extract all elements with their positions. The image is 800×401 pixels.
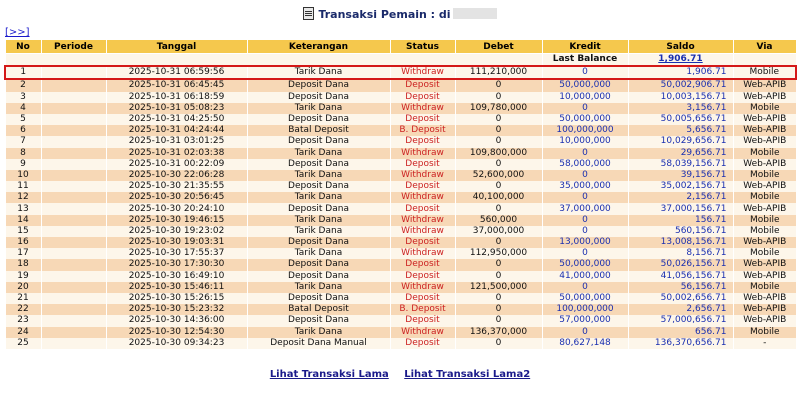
row-debet: 0 <box>455 92 542 103</box>
table-row <box>5 125 796 136</box>
row-saldo: 560,156.71 <box>628 226 733 237</box>
row-status: Deposit <box>390 259 455 270</box>
row-tanggal: 2025-10-30 16:49:10 <box>106 271 247 282</box>
old-transactions-2-link[interactable]: Lihat Transaksi Lama2 <box>404 369 531 380</box>
row-via: Mobile <box>733 103 796 114</box>
redacted-username <box>453 8 497 19</box>
row-keterangan: Tarik Dana <box>247 226 390 237</box>
row-debet: 0 <box>455 136 542 147</box>
row-keterangan: Tarik Dana <box>247 66 390 79</box>
row-debet: 0 <box>455 271 542 282</box>
row-kredit: 100,000,000 <box>542 125 628 136</box>
row-kredit: 35,000,000 <box>542 181 628 192</box>
row-keterangan: Tarik Dana <box>247 215 390 226</box>
table-row <box>5 315 796 326</box>
row-no: 9 <box>5 159 41 170</box>
row-debet: 0 <box>455 125 542 136</box>
last-balance-value: 1,906.71 <box>628 54 733 67</box>
row-status: Withdraw <box>390 248 455 259</box>
row-status: Deposit <box>390 181 455 192</box>
row-debet: 0 <box>455 259 542 270</box>
row-periode <box>41 304 106 315</box>
row-debet: 0 <box>455 315 542 326</box>
row-no: 24 <box>5 327 41 338</box>
row-no: 5 <box>5 114 41 125</box>
row-tanggal: 2025-10-30 17:30:30 <box>106 259 247 270</box>
row-saldo: 3,156.71 <box>628 103 733 114</box>
row-via: Mobile <box>733 327 796 338</box>
table-header-row <box>5 40 796 54</box>
table-row <box>5 293 796 304</box>
row-periode <box>41 226 106 237</box>
row-no: 19 <box>5 271 41 282</box>
row-keterangan: Deposit Dana <box>247 159 390 170</box>
row-no: 20 <box>5 282 41 293</box>
row-no: 11 <box>5 181 41 192</box>
row-periode <box>41 215 106 226</box>
row-keterangan: Batal Deposit <box>247 125 390 136</box>
table-row <box>5 79 796 91</box>
row-tanggal: 2025-10-31 03:01:25 <box>106 136 247 147</box>
row-kredit: 0 <box>542 215 628 226</box>
row-no: 16 <box>5 237 41 248</box>
col-header-tanggal: Tanggal <box>106 40 247 54</box>
row-debet: 0 <box>455 114 542 125</box>
row-saldo: 41,056,156.71 <box>628 271 733 282</box>
row-no: 22 <box>5 304 41 315</box>
row-keterangan: Tarik Dana <box>247 170 390 181</box>
table-row <box>5 159 796 170</box>
row-no: 7 <box>5 136 41 147</box>
row-tanggal: 2025-10-30 14:36:00 <box>106 315 247 326</box>
row-tanggal: 2025-10-31 04:25:50 <box>106 114 247 125</box>
row-periode <box>41 159 106 170</box>
row-status: Withdraw <box>390 215 455 226</box>
col-header-kredit: Kredit <box>542 40 628 54</box>
table-row <box>5 237 796 248</box>
row-debet: 109,780,000 <box>455 103 542 114</box>
row-keterangan: Tarik Dana <box>247 282 390 293</box>
row-status: Withdraw <box>390 192 455 203</box>
row-tanggal: 2025-10-31 02:03:38 <box>106 148 247 159</box>
row-tanggal: 2025-10-31 06:59:56 <box>106 66 247 79</box>
row-kredit: 0 <box>542 66 628 79</box>
row-via: Web-APIB <box>733 315 796 326</box>
row-status: Withdraw <box>390 66 455 79</box>
row-kredit: 50,000,000 <box>542 293 628 304</box>
row-no: 12 <box>5 192 41 203</box>
row-tanggal: 2025-10-30 19:03:31 <box>106 237 247 248</box>
row-keterangan: Deposit Dana <box>247 136 390 147</box>
row-no: 1 <box>5 66 41 79</box>
row-debet: 52,600,000 <box>455 170 542 181</box>
row-keterangan: Deposit Dana <box>247 181 390 192</box>
row-debet: 0 <box>455 293 542 304</box>
page-title <box>0 7 800 21</box>
row-status: Withdraw <box>390 170 455 181</box>
row-saldo: 39,156.71 <box>628 170 733 181</box>
row-via: Web-APIB <box>733 114 796 125</box>
last-balance-label: Last Balance <box>542 54 628 67</box>
row-status: Deposit <box>390 203 455 214</box>
table-row <box>5 282 796 293</box>
row-keterangan: Tarik Dana <box>247 327 390 338</box>
row-periode <box>41 66 106 79</box>
row-status: Deposit <box>390 114 455 125</box>
table-row <box>5 103 796 114</box>
row-saldo: 50,005,656.71 <box>628 114 733 125</box>
row-kredit: 0 <box>542 248 628 259</box>
row-periode <box>41 92 106 103</box>
row-keterangan: Deposit Dana <box>247 114 390 125</box>
row-saldo: 8,156.71 <box>628 248 733 259</box>
table-row <box>5 203 796 214</box>
row-tanggal: 2025-10-30 17:55:37 <box>106 248 247 259</box>
row-debet: 112,950,000 <box>455 248 542 259</box>
row-keterangan: Tarik Dana <box>247 148 390 159</box>
row-kredit: 100,000,000 <box>542 304 628 315</box>
row-debet: 0 <box>455 181 542 192</box>
row-tanggal: 2025-10-30 15:23:32 <box>106 304 247 315</box>
row-tanggal: 2025-10-30 19:23:02 <box>106 226 247 237</box>
row-saldo: 29,656.71 <box>628 148 733 159</box>
row-debet: 0 <box>455 203 542 214</box>
row-saldo: 58,039,156.71 <box>628 159 733 170</box>
row-kredit: 10,000,000 <box>542 92 628 103</box>
row-kredit: 10,000,000 <box>542 136 628 147</box>
row-keterangan: Deposit Dana Manual <box>247 338 390 349</box>
row-periode <box>41 148 106 159</box>
row-status: Deposit <box>390 293 455 304</box>
row-saldo: 50,002,656.71 <box>628 293 733 304</box>
row-saldo: 156.71 <box>628 215 733 226</box>
row-via: Mobile <box>733 226 796 237</box>
row-debet: 121,500,000 <box>455 282 542 293</box>
row-periode <box>41 114 106 125</box>
row-no: 25 <box>5 338 41 349</box>
row-via: Web-APIB <box>733 92 796 103</box>
row-via: Web-APIB <box>733 159 796 170</box>
row-status: Withdraw <box>390 103 455 114</box>
row-no: 2 <box>5 79 41 91</box>
row-saldo: 10,029,656.71 <box>628 136 733 147</box>
row-keterangan: Tarik Dana <box>247 103 390 114</box>
row-keterangan: Deposit Dana <box>247 293 390 304</box>
row-status: B. Deposit <box>390 125 455 136</box>
col-header-periode: Periode <box>41 40 106 54</box>
row-status: Withdraw <box>390 148 455 159</box>
row-periode <box>41 125 106 136</box>
row-debet: 0 <box>455 338 542 349</box>
col-header-keterangan: Keterangan <box>247 40 390 54</box>
table-row <box>5 304 796 315</box>
row-tanggal: 2025-10-30 12:54:30 <box>106 327 247 338</box>
row-keterangan: Deposit Dana <box>247 315 390 326</box>
row-status: Deposit <box>390 338 455 349</box>
row-saldo: 56,156.71 <box>628 282 733 293</box>
row-status: Deposit <box>390 136 455 147</box>
row-debet: 37,000,000 <box>455 226 542 237</box>
table-row <box>5 192 796 203</box>
row-no: 13 <box>5 203 41 214</box>
row-tanggal: 2025-10-31 06:18:59 <box>106 92 247 103</box>
row-tanggal: 2025-10-30 19:46:15 <box>106 215 247 226</box>
document-icon <box>303 7 314 20</box>
row-no: 23 <box>5 315 41 326</box>
row-kredit: 0 <box>542 282 628 293</box>
row-periode <box>41 259 106 270</box>
table-row <box>5 136 796 147</box>
col-header-status: Status <box>390 40 455 54</box>
old-transactions-link[interactable]: Lihat Transaksi Lama <box>269 369 389 380</box>
row-kredit: 0 <box>542 327 628 338</box>
col-header-via: Via <box>733 40 796 54</box>
row-via: Mobile <box>733 215 796 226</box>
row-kredit: 41,000,000 <box>542 271 628 282</box>
row-no: 14 <box>5 215 41 226</box>
row-via: Web-APIB <box>733 79 796 91</box>
row-status: Withdraw <box>390 226 455 237</box>
row-kredit: 0 <box>542 148 628 159</box>
row-saldo: 10,003,156.71 <box>628 92 733 103</box>
table-row <box>5 170 796 181</box>
row-no: 18 <box>5 259 41 270</box>
row-tanggal: 2025-10-31 00:22:09 <box>106 159 247 170</box>
row-keterangan: Tarik Dana <box>247 192 390 203</box>
row-via: Mobile <box>733 148 796 159</box>
row-kredit: 80,627,148 <box>542 338 628 349</box>
row-via: Mobile <box>733 66 796 79</box>
row-keterangan: Deposit Dana <box>247 79 390 91</box>
row-debet: 111,210,000 <box>455 66 542 79</box>
table-row <box>5 148 796 159</box>
row-debet: 109,800,000 <box>455 148 542 159</box>
row-no: 8 <box>5 148 41 159</box>
row-kredit: 37,000,000 <box>542 203 628 214</box>
table-row <box>5 259 796 270</box>
row-tanggal: 2025-10-31 06:45:45 <box>106 79 247 91</box>
row-via: Web-APIB <box>733 136 796 147</box>
row-kredit: 0 <box>542 170 628 181</box>
next-page-link[interactable]: [>>] <box>5 27 30 38</box>
row-status: Deposit <box>390 92 455 103</box>
row-tanggal: 2025-10-30 22:06:28 <box>106 170 247 181</box>
row-kredit: 58,000,000 <box>542 159 628 170</box>
row-periode <box>41 338 106 349</box>
row-debet: 0 <box>455 304 542 315</box>
row-keterangan: Batal Deposit <box>247 304 390 315</box>
row-periode <box>41 237 106 248</box>
row-debet: 136,370,000 <box>455 327 542 338</box>
table-row <box>5 181 796 192</box>
row-periode <box>41 248 106 259</box>
row-periode <box>41 181 106 192</box>
row-keterangan: Deposit Dana <box>247 92 390 103</box>
row-periode <box>41 282 106 293</box>
row-tanggal: 2025-10-30 09:34:23 <box>106 338 247 349</box>
row-tanggal: 2025-10-31 04:24:44 <box>106 125 247 136</box>
row-keterangan: Deposit Dana <box>247 203 390 214</box>
row-saldo: 57,000,656.71 <box>628 315 733 326</box>
row-tanggal: 2025-10-30 15:46:11 <box>106 282 247 293</box>
row-periode <box>41 170 106 181</box>
row-tanggal: 2025-10-31 05:08:23 <box>106 103 247 114</box>
row-status: Deposit <box>390 159 455 170</box>
row-periode <box>41 315 106 326</box>
row-kredit: 50,000,000 <box>542 114 628 125</box>
table-row <box>5 66 796 79</box>
row-debet: 0 <box>455 79 542 91</box>
row-via: Web-APIB <box>733 203 796 214</box>
row-via: Mobile <box>733 170 796 181</box>
row-saldo: 50,026,156.71 <box>628 259 733 270</box>
row-saldo: 50,002,906.71 <box>628 79 733 91</box>
row-via: - <box>733 338 796 349</box>
row-saldo: 2,656.71 <box>628 304 733 315</box>
row-tanggal: 2025-10-30 20:24:10 <box>106 203 247 214</box>
row-keterangan: Deposit Dana <box>247 237 390 248</box>
last-balance-empty <box>733 54 796 67</box>
table-row <box>5 271 796 282</box>
row-kredit: 57,000,000 <box>542 315 628 326</box>
row-no: 17 <box>5 248 41 259</box>
transaction-table <box>4 39 797 349</box>
row-via: Mobile <box>733 282 796 293</box>
table-row <box>5 92 796 103</box>
row-debet: 0 <box>455 159 542 170</box>
row-no: 4 <box>5 103 41 114</box>
row-kredit: 13,000,000 <box>542 237 628 248</box>
row-tanggal: 2025-10-30 21:35:55 <box>106 181 247 192</box>
table-row <box>5 338 796 349</box>
row-via: Mobile <box>733 248 796 259</box>
row-periode <box>41 136 106 147</box>
row-via: Web-APIB <box>733 271 796 282</box>
row-saldo: 136,370,656.71 <box>628 338 733 349</box>
row-status: Withdraw <box>390 282 455 293</box>
row-tanggal: 2025-10-30 15:26:15 <box>106 293 247 304</box>
row-no: 15 <box>5 226 41 237</box>
row-via: Web-APIB <box>733 259 796 270</box>
row-via: Web-APIB <box>733 181 796 192</box>
row-via: Web-APIB <box>733 304 796 315</box>
row-saldo: 13,008,156.71 <box>628 237 733 248</box>
table-row <box>5 215 796 226</box>
row-periode <box>41 103 106 114</box>
row-saldo: 2,156.71 <box>628 192 733 203</box>
row-saldo: 1,906.71 <box>628 66 733 79</box>
row-no: 3 <box>5 92 41 103</box>
row-status: Deposit <box>390 237 455 248</box>
row-saldo: 656.71 <box>628 327 733 338</box>
col-header-debet: Debet <box>455 40 542 54</box>
row-periode <box>41 79 106 91</box>
table-row <box>5 226 796 237</box>
row-periode <box>41 192 106 203</box>
row-status: Deposit <box>390 79 455 91</box>
row-no: 6 <box>5 125 41 136</box>
last-balance-spacer <box>5 54 542 67</box>
table-row <box>5 248 796 259</box>
row-kredit: 0 <box>542 192 628 203</box>
row-status: Withdraw <box>390 327 455 338</box>
row-status: Deposit <box>390 315 455 326</box>
row-kredit: 0 <box>542 226 628 237</box>
row-keterangan: Deposit Dana <box>247 259 390 270</box>
row-debet: 40,100,000 <box>455 192 542 203</box>
row-periode <box>41 327 106 338</box>
row-periode <box>41 293 106 304</box>
row-via: Web-APIB <box>733 125 796 136</box>
row-debet: 0 <box>455 237 542 248</box>
table-row <box>5 114 796 125</box>
row-tanggal: 2025-10-30 20:56:45 <box>106 192 247 203</box>
last-balance-row <box>5 54 796 67</box>
row-no: 10 <box>5 170 41 181</box>
row-debet: 560,000 <box>455 215 542 226</box>
footer-links <box>0 369 800 380</box>
row-kredit: 50,000,000 <box>542 79 628 91</box>
row-status: Deposit <box>390 271 455 282</box>
row-via: Mobile <box>733 192 796 203</box>
row-kredit: 0 <box>542 103 628 114</box>
row-via: Web-APIB <box>733 237 796 248</box>
row-saldo: 5,656.71 <box>628 125 733 136</box>
page-title-text: Transaksi Pemain : di <box>318 8 451 21</box>
row-status: B. Deposit <box>390 304 455 315</box>
row-periode <box>41 271 106 282</box>
row-periode <box>41 203 106 214</box>
row-no: 21 <box>5 293 41 304</box>
row-keterangan: Deposit Dana <box>247 271 390 282</box>
col-header-saldo: Saldo <box>628 40 733 54</box>
row-kredit: 50,000,000 <box>542 259 628 270</box>
row-saldo: 37,000,156.71 <box>628 203 733 214</box>
table-row <box>5 327 796 338</box>
row-keterangan: Tarik Dana <box>247 248 390 259</box>
row-via: Web-APIB <box>733 293 796 304</box>
col-header-no: No <box>5 40 41 54</box>
row-saldo: 35,002,156.71 <box>628 181 733 192</box>
